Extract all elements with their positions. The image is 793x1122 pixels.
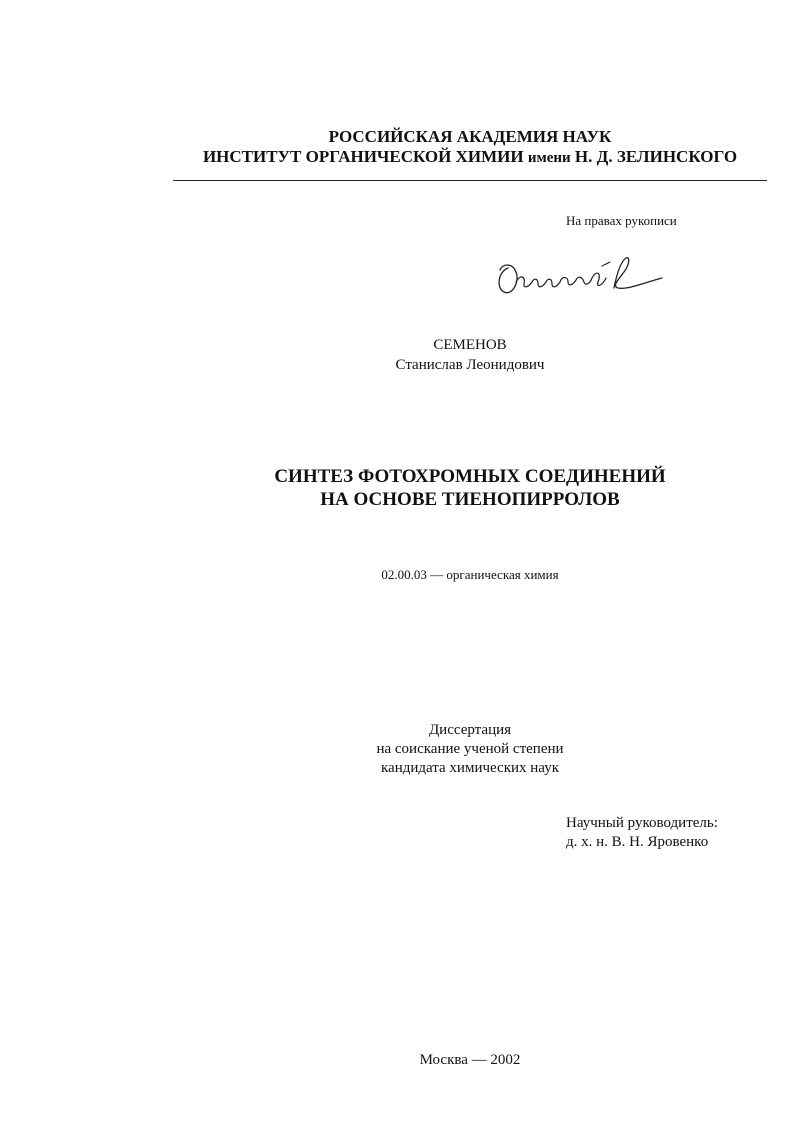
dissertation-label: Диссертация (428, 722, 512, 738)
handwritten-signature (490, 252, 670, 300)
advisor-label: Научный руководитель: (566, 815, 718, 831)
institute-name-part3: Н. Д. ЗЕЛИНСКОГО (570, 147, 738, 166)
advisor-name: д. х. н. В. Н. Яровенко (566, 834, 709, 850)
degree-name: кандидата химических наук (380, 760, 559, 776)
academy-name: РОССИЙСКАЯ АКАДЕМИЯ НАУК (328, 127, 612, 146)
degree-purpose: на соискание ученой степени (376, 741, 564, 757)
institute-name-part2: имени (527, 150, 571, 166)
author-name: Станислав Леонидович (395, 357, 545, 373)
institute-name (170, 146, 770, 169)
specialty-code: 02.00.03 — органическая химия (381, 567, 559, 582)
city-year: Москва — 2002 (419, 1052, 521, 1068)
rights-note: На правах рукописи (566, 213, 677, 228)
dissertation-title-line2: НА ОСНОВЕ ТИЕНОПИРРОЛОВ (320, 489, 620, 510)
dissertation-title-line1: СИНТЕЗ ФОТОХРОМНЫХ СОЕДИНЕНИЙ (274, 466, 666, 487)
header-divider (173, 180, 767, 181)
institute-name-part1: ИНСТИТУТ ОРГАНИЧЕСКОЙ ХИМИИ (202, 147, 528, 166)
author-surname: СЕМЕНОВ (433, 337, 507, 353)
